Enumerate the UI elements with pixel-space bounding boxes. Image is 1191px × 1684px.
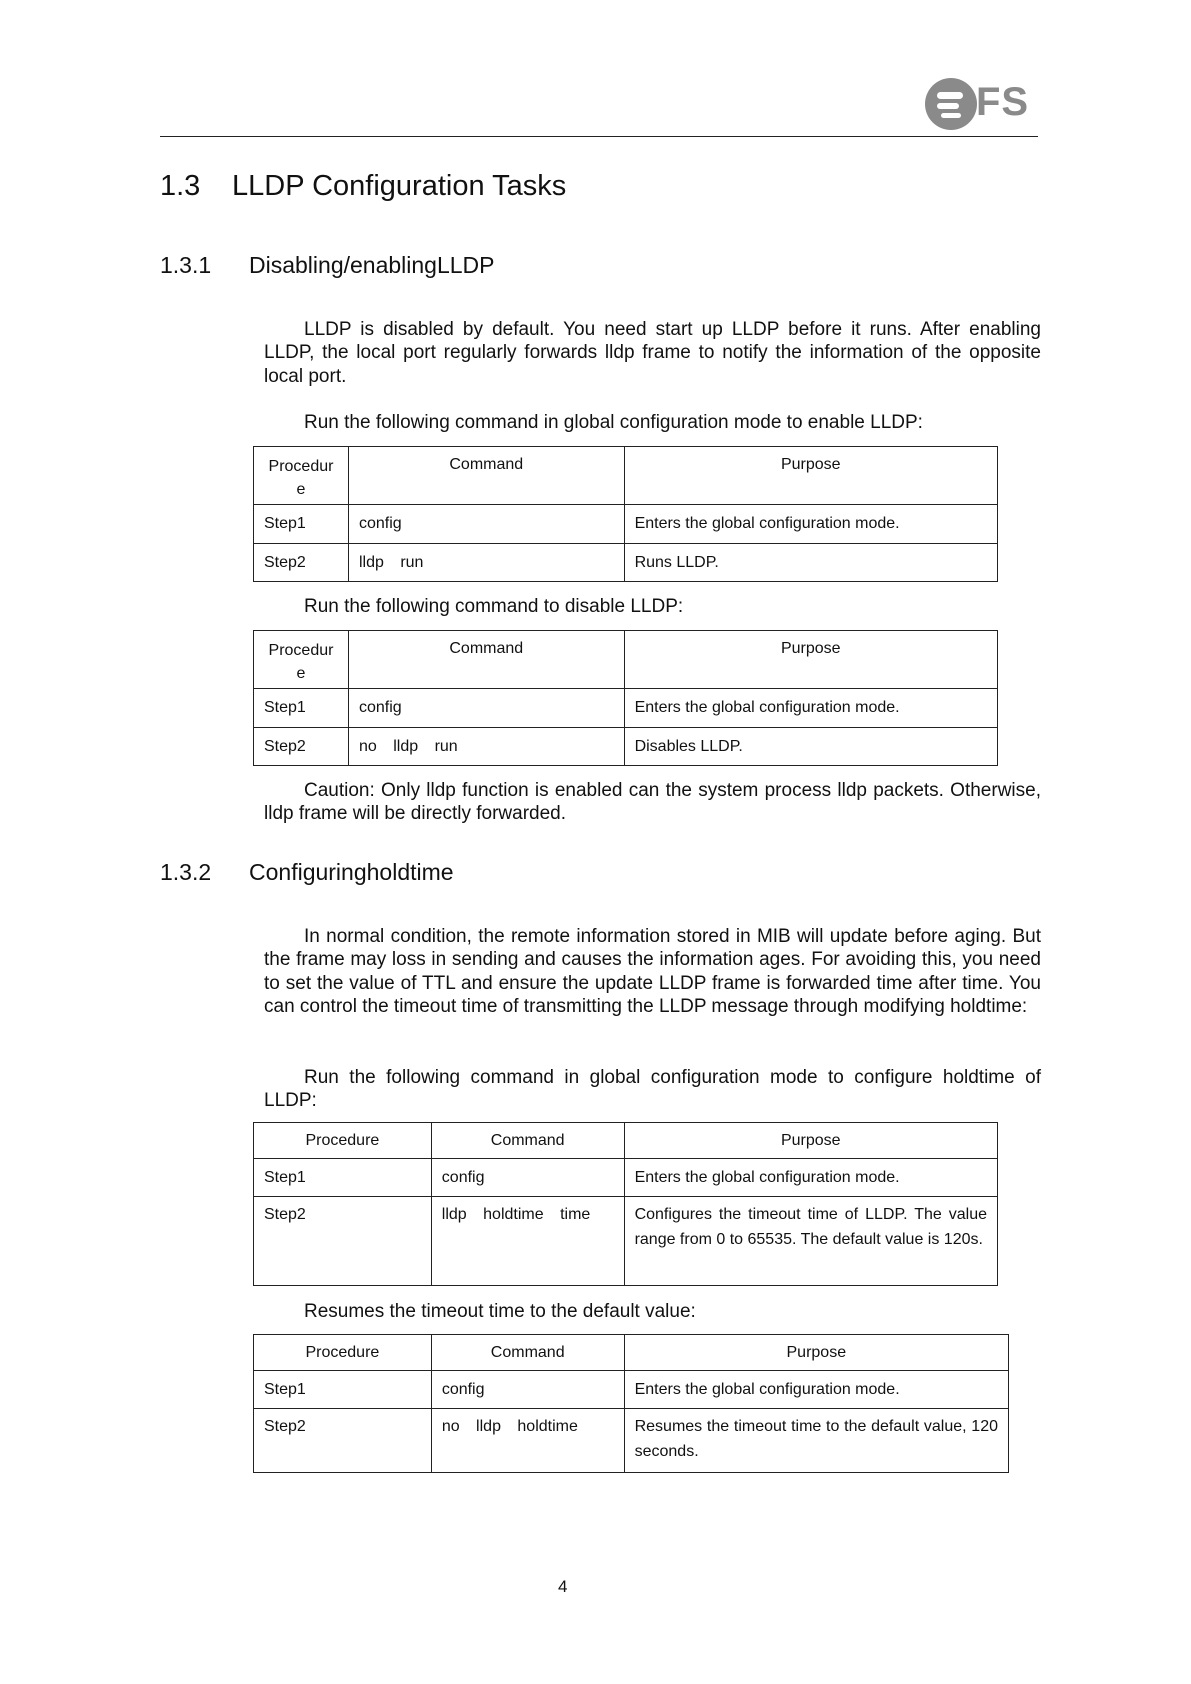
cell-command: config [431, 1371, 624, 1409]
cell-purpose: Enters the global configuration mode. [624, 1371, 1008, 1409]
cell-step: Step2 [254, 728, 349, 766]
section-number: 1.3 [160, 170, 201, 202]
table-header-row [254, 447, 998, 505]
cell-step: Step1 [254, 1159, 432, 1197]
subsection-number: 1.3.1 [160, 252, 212, 278]
paragraph-holdtime: In normal condition, the remote information stored in MIB will update before aging. But the frame may loss in sending and causes the information ages. For avoiding this, you need to set the value of TTL and ensure the update LLDP frame is forwarded time after time. You can control the timeout time of transmitting the LLDP message through modifying holdtime: [264, 926, 1041, 1017]
table-row [254, 505, 998, 544]
cell-command: lldp run [348, 544, 624, 582]
cell-command: config [431, 1159, 624, 1197]
cell-step: Step2 [254, 1409, 432, 1473]
paragraph-lldp-default: LLDP is disabled by default. You need start up LLDP before it runs. After enabling LLDP, the local port regularly forwards lldp frame to notify the information of the opposite local port. [264, 319, 1041, 387]
table-configure-holdtime [253, 1122, 998, 1286]
cell-step: Step2 [254, 544, 349, 582]
table-enable-lldp [253, 446, 998, 582]
lead-configure-holdtime: Run the following command in global configuration mode to configure holdtime of LLDP: [264, 1067, 1041, 1112]
cell-step: Step1 [254, 689, 349, 728]
lead-disable-lldp: Run the following command to disable LLDP: [304, 596, 684, 617]
subsection-heading-1 [160, 252, 495, 279]
cell-purpose: Enters the global configuration mode. [624, 689, 997, 728]
subsection-heading-2 [160, 859, 454, 886]
section-heading [160, 170, 566, 203]
page-number: 4 [558, 1577, 568, 1596]
cell-purpose: Disables LLDP. [624, 728, 997, 766]
paragraph-caution: Caution: Only lldp function is enabled can the system process lldp packets. Otherwise, lldp frame will be directly forwarded. [264, 780, 1041, 825]
header-command: Command [348, 447, 624, 505]
header-procedure: Procedur e [254, 631, 349, 689]
table-row [254, 544, 998, 582]
table-resume-holdtime [253, 1334, 1009, 1473]
lead-enable-lldp: Run the following command in global configuration mode to enable LLDP: [304, 412, 923, 433]
table-row [254, 728, 998, 766]
table-disable-lldp [253, 630, 998, 766]
subsection-title: Disabling/enablingLLDP [249, 252, 495, 278]
header-rule [160, 136, 1038, 137]
section-title: LLDP Configuration Tasks [232, 170, 567, 202]
table-row [254, 1159, 998, 1197]
header-command: Command [431, 1335, 624, 1371]
table-row [254, 689, 998, 728]
header-purpose: Purpose [624, 1335, 1008, 1371]
lead-resume-holdtime: Resumes the timeout time to the default value: [304, 1301, 696, 1322]
header-procedure: Procedure [254, 1335, 432, 1371]
cell-purpose: Resumes the timeout time to the default value, 120 seconds. [624, 1409, 1008, 1473]
cell-command: no lldp holdtime [431, 1409, 624, 1473]
cell-command: config [348, 689, 624, 728]
header-procedure: Procedure [254, 1123, 432, 1159]
table-row [254, 1409, 1009, 1473]
cell-purpose: Configures the timeout time of LLDP. The value range from 0 to 65535. The default value is 120s. [624, 1197, 997, 1286]
header-command: Command [348, 631, 624, 689]
header-purpose: Purpose [624, 1123, 997, 1159]
table-row [254, 1197, 998, 1286]
cell-step: Step2 [254, 1197, 432, 1286]
table-header-row [254, 1123, 998, 1159]
header-purpose: Purpose [624, 631, 997, 689]
cell-step: Step1 [254, 1371, 432, 1409]
fs-logo-mark [923, 76, 979, 132]
subsection-number: 1.3.2 [160, 859, 212, 885]
cell-purpose: Runs LLDP. [624, 544, 997, 582]
cell-purpose: Enters the global configuration mode. [624, 505, 997, 544]
cell-purpose: Enters the global configuration mode. [624, 1159, 997, 1197]
cell-step: Step1 [254, 505, 349, 544]
header-procedure: Procedur e [254, 447, 349, 505]
subsection-title: Configuringholdtime [249, 859, 454, 885]
cell-command: lldp holdtime time [431, 1197, 624, 1286]
fs-logo-text: FS [976, 80, 1030, 124]
table-header-row [254, 631, 998, 689]
cell-command: no lldp run [348, 728, 624, 766]
header-command: Command [431, 1123, 624, 1159]
header-purpose: Purpose [624, 447, 997, 505]
cell-command: config [348, 505, 624, 544]
table-header-row [254, 1335, 1009, 1371]
table-row [254, 1371, 1009, 1409]
